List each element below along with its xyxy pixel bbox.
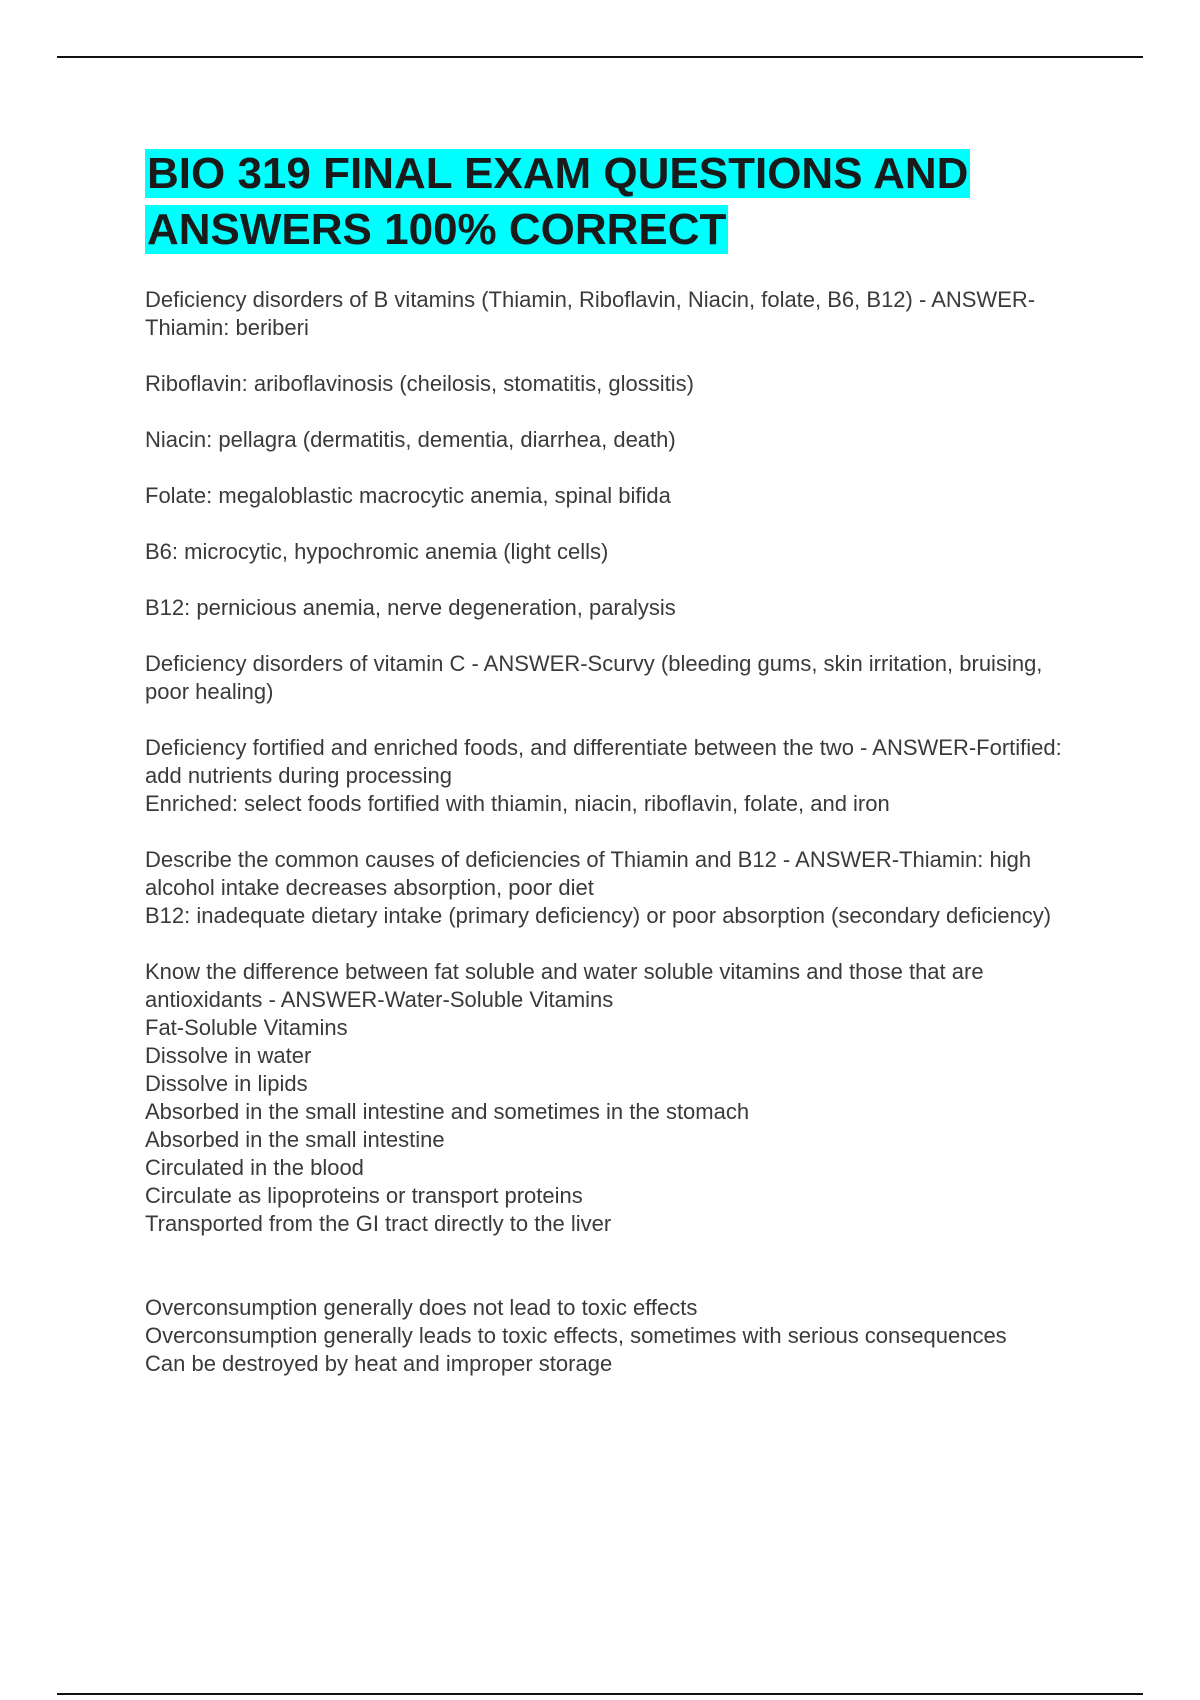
document-title [145,146,1085,258]
text-line: Enriched: select foods fortified with thiamin, niacin, riboflavin, folate, and iron [145,791,890,816]
text-line: Transported from the GI tract directly to the liver [145,1211,612,1236]
qa-block [145,734,1085,818]
top-rule [57,56,1143,58]
text-line: Dissolve in water [145,1043,312,1068]
qa-block [145,846,1085,930]
text-line: Deficiency disorders of B vitamins (Thiamin, Riboflavin, Niacin, folate, B6, B12) - ANSWER-Thiamin: beriberi [145,287,1036,340]
text-line: Overconsumption generally does not lead to toxic effects [145,1295,698,1320]
document-body [145,146,1085,1406]
text-line: Know the difference between fat soluble and water soluble vitamins and those that are antioxidants - ANSWER-Water-Soluble Vitamins [145,959,990,1012]
text-line: Overconsumption generally leads to toxic effects, sometimes with serious consequences [145,1323,1007,1348]
qa-block [145,370,1085,398]
bottom-rule [57,1693,1143,1695]
title-highlight: BIO 319 FINAL EXAM QUESTIONS AND ANSWERS 100% CORRECT [147,149,969,254]
text-line: Describe the common causes of deficiencies of Thiamin and B12 - ANSWER-Thiamin: high alcohol intake decreases absorption, poor diet [145,847,1038,900]
qa-block [145,1294,1085,1378]
qa-block [145,426,1085,454]
text-line: Circulated in the blood [145,1155,364,1180]
qa-block [145,482,1085,510]
text-line: Dissolve in lipids [145,1071,308,1096]
qa-block [145,958,1085,1238]
qa-block [145,538,1085,566]
text-line: B12: pernicious anemia, nerve degeneration, paralysis [145,595,676,620]
qa-block [145,650,1085,706]
text-line: Niacin: pellagra (dermatitis, dementia, diarrhea, death) [145,427,676,452]
text-line: Riboflavin: ariboflavinosis (cheilosis, stomatitis, glossitis) [145,371,694,396]
text-line: Absorbed in the small intestine and sometimes in the stomach [145,1099,750,1124]
qa-block [145,286,1085,342]
text-line: Deficiency disorders of vitamin C - ANSWER-Scurvy (bleeding gums, skin irritation, bruising, poor healing) [145,651,1049,704]
text-line: Can be destroyed by heat and improper storage [145,1351,613,1376]
qa-block [145,594,1085,622]
text-line: B12: inadequate dietary intake (primary deficiency) or poor absorption (secondary deficiency) [145,903,1052,928]
text-line: Absorbed in the small intestine [145,1127,445,1152]
text-line: Circulate as lipoproteins or transport proteins [145,1183,583,1208]
text-line: B6: microcytic, hypochromic anemia (light cells) [145,539,609,564]
text-line: Deficiency fortified and enriched foods, and differentiate between the two - ANSWER-Fortified: add nutrients during processing [145,735,1068,788]
text-line: Folate: megaloblastic macrocytic anemia, spinal bifida [145,483,671,508]
text-line: Fat-Soluble Vitamins [145,1015,348,1040]
